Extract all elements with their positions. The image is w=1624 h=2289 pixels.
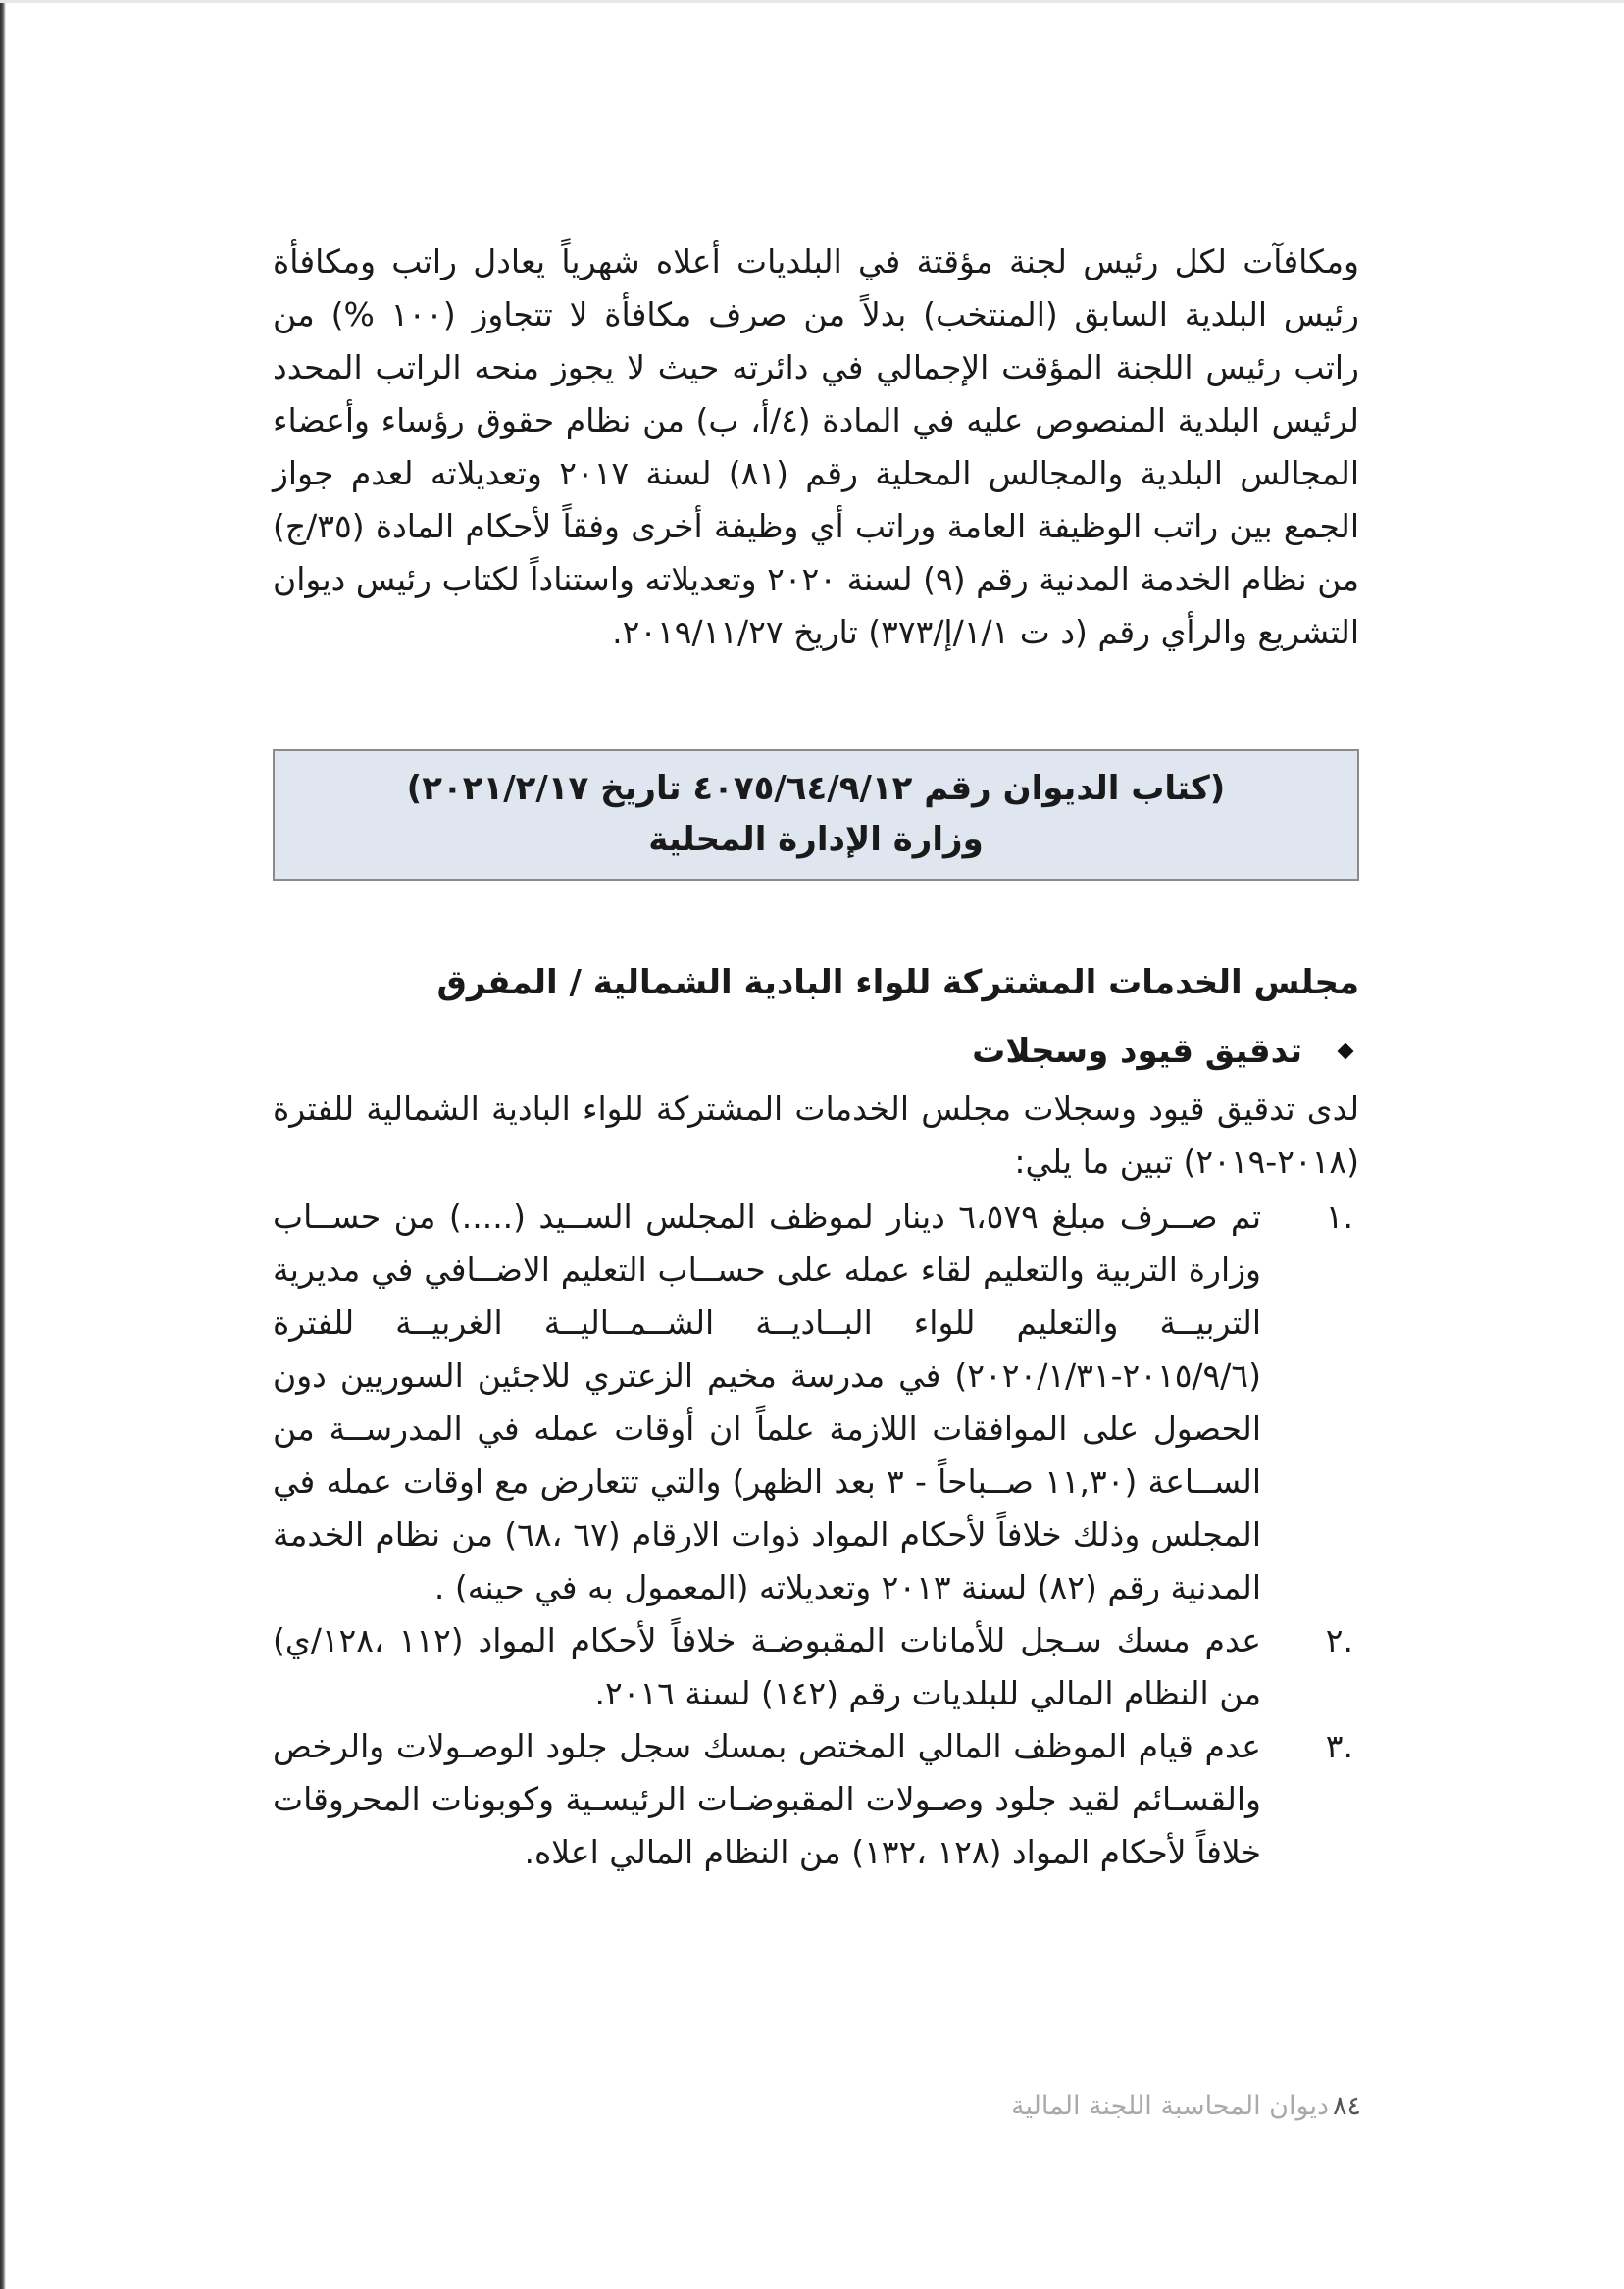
page-footer (273, 2091, 1361, 2121)
bullet-diamond-icon (1338, 1043, 1354, 1060)
finding-text: عدم مسك سـجل للأمانات المقبوضـة خلافاً لأحكام المواد (١١٢ ،١٢٨/ي) من النظام المالي للبلديات رقم (١٤٢) لسنة ٢٠١٦. (273, 1621, 1261, 1712)
findings-list (273, 1191, 1359, 1879)
finding-number: .١ (1325, 1197, 1353, 1236)
top-paragraph: ومكافآت لكل رئيس لجنة مؤقتة في البلديات أعلاه شهرياً يعادل راتب ومكافأة رئيس البلدية السابق (المنتخب) بدلاً من صرف مكافأة لا تتجاوز (١٠٠ %) من راتب رئيس اللجنة المؤقت الإجمالي في دائرته حيث لا يجوز منحه الراتب المحدد لرئيس البلدية المنصوص عليه في المادة (٤/أ، ب) من نظام حقوق رؤساء وأعضاء المجالس البلدية والمجالس المحلية رقم (٨١) لسنة ٢٠١٧ وتعديلاته لعدم جواز الجمع بين راتب الوظيفة العامة وراتب أي وظيفة أخرى وفقاً لأحكام المادة (٣٥/ج) من نظام الخدمة المدنية رقم (٩) لسنة ٢٠٢٠ وتعديلاته واستناداً لكتاب رئيس ديوان التشريع والرأي رقم (د ت ١/١/إ/٣٧٣) تاريخ ٢٠١٩/١١/٢٧. (273, 242, 1360, 651)
footer-text: ديوان المحاسبة اللجنة المالية (1011, 2091, 1329, 2121)
scan-edge-top (0, 0, 1624, 3)
finding-number: .٢ (1325, 1621, 1353, 1659)
page-content (273, 235, 1359, 1879)
citation-reference: (كتاب الديوان رقم ٤٠٧٥/٦٤/٩/١٢ تاريخ ٢٠٢١/٢/١٧) (406, 769, 1226, 808)
finding-text: تم صــرف مبلغ ٦،٥٧٩ دينار لموظف المجلس الســيد (.....) من حســاب وزارة التربية والتعليم لقاء عمله على حســاب التعليم الاضــافي في مديرية التربيــة والتعليم للواء البــاديــة الشــمــاليــة الغربيــة للفترة (٢٠١٥/٩/٦-٢٠٢٠/١/٣١) في مدرسة مخيم الزعتري للاجئين السوريين دون الحصول على الموافقات اللازمة علماً ان أوقات عمله في المدرســة من الســاعة (١١,٣٠ صــباحاً - ٣ بعد الظهر) والتي تتعارض مع اوقات عمله في المجلس وذلك خلافاً لأحكام المواد ذوات الارقام (٦٧ ،٦٨) من نظام الخدمة المدنية رقم (٨٢) لسنة ٢٠١٣ وتعديلاته (المعمول به في حينه) . (273, 1197, 1262, 1606)
scan-edge (0, 0, 6, 2289)
finding-number: .٣ (1325, 1727, 1353, 1765)
ministry-name: وزارة الإدارة المحلية (648, 820, 984, 859)
finding-text: عدم قيام الموظف المالي المختص بمسك سجل جلود الوصـولات والرخص والقسـائم لقيد جلود وصـولات المقبوضـات الرئيسـية وكوبونات المحروقات خلافاً لأحكام المواد (١٢٨ ،١٣٢) من النظام المالي اعلاه. (273, 1727, 1261, 1871)
page-number: ٨٤ (1332, 2091, 1361, 2121)
entity-title: مجلس الخدمات المشتركة للواء البادية الشمالية / المفرق (436, 963, 1359, 1002)
section-intro: لدى تدقيق قيود وسجلات مجلس الخدمات المشتركة للواء البادية الشمالية للفترة (٢٠١٨-٢٠١٩) تبين ما يلي: (273, 1090, 1359, 1181)
list-item (273, 1614, 1359, 1720)
citation-box (273, 749, 1359, 881)
list-item (273, 1191, 1359, 1614)
section-heading (273, 1026, 1359, 1077)
section-heading-text: تدقيق قيود وسجلات (972, 1032, 1302, 1071)
list-item (273, 1720, 1359, 1879)
